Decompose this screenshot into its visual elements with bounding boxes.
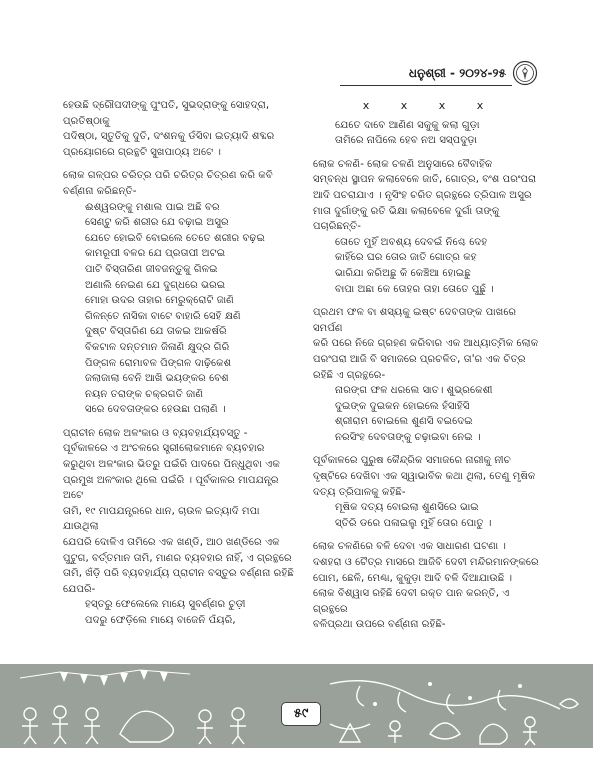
running-header [340,66,540,88]
paragraph-gap [63,160,295,168]
body-line: ପୂର୍ବକାଳରେ ପୁରୁଷ କୈନ୍ଦ୍ରିକ ସମାଜରେ ନାରୀକୁ ନୀଚ [313,455,511,467]
verse-line: ନୟନ ତରାଙ୍କ ଚକ୍ରଗତି ଜାଣି [85,388,204,400]
body-line: ହେଉଛି ଦ୍ରୌପଦୀଙ୍କୁ ପୁଂପତି, ସୁଭଦ୍ରାଙ୍କୁ ସୋହଦ୍ରା, ପ୍ରତିଷ୍ଠାକୁ [63,100,270,127]
verse-line: ଯେତେ ଦାବେ ଆଣିଣ ସକୁକୁ କଲା ଗୁଡ଼ା [335,119,480,131]
body-line: ସମ୍ବନ୍ଧ ସ୍ଥାପନ କଲାବେଳେ ଜାତି, ଗୋତ୍ର, ବଂଶ ପରଂପରା [313,174,537,186]
body-line: ଲୋକ ବିଶ୍ୱାସ ରହିଛି ଦେବୀ ରକ୍ତ ପାନ କରନ୍ତି, ଏ ଗ୍ରନ୍ଥରେ [313,588,510,615]
body-line: ପ୍ରମୁଖ ଅଳଂକାର ଥିଲେ ପଇଁରି । ପୂର୍ବକାଳର ମାପଯନ୍ତ୍ର ଅଟେ [63,474,279,502]
body-line: ପୋମ, ଛେଳି, ମେଣ୍ଢା, କୁକୁଡ଼ା ଆଦି ବଳି ଦିଆଯାଉଛି । [313,572,513,584]
body-line: ପ୍ରୟୋଗରେ ଗ୍ରନ୍ଥଟି ସୁଖପାଠ୍ୟ ଅଟେ । [63,146,221,158]
body-line: ଲୋକ ଚଳଣି- ଲୋକ ଚଳଣି ଅନୁସାରେ ବୈବାହିକ [313,158,493,170]
verse-line: ଈଶ୍ୱରଙ୍କୁ ମଶାଲ ପାଇ ଅଛି ବର [85,201,220,213]
body-line: କରୁଥିବା ଅଳଂକାର ଭିତରୁ ପଇଁରି ପାଦରେ ପିନ୍ଧୁଥିବା ଏକ [63,459,280,471]
body-line: ମାତା ଦୁର୍ଗାଙ୍କୁ ରତି ଭିକ୍ଷା କଲାବେଳେ ଦୁର୍ଗା ତାଙ୍କୁ ପଚାରିଛନ୍ତି- [313,205,500,233]
verse-line: ପଦରୁ ଫେଡ଼ିଲେ ମାୟେ ବାଜେନି ପଁୟରି, [85,615,236,626]
body-line: ପୂର୍ବକାଳରେ ଏ ଅଂଚଳରେ ସ୍ତ୍ରୀଲୋକମାନେ ବ୍ୟବହାର [63,443,265,455]
body-line: ବଳିପ୍ରଥା ଉପରେ ବର୍ଣ୍ଣନା ରହିଛି- [313,619,446,631]
body-line: ଲୋକ ଗଳ୍ପର ଚରିତ୍ର ପରି ଚରିତ୍ର ଚିତ୍ରଣ କରି କବି [63,170,273,182]
header-title: ଧନୁଶ୍ରୀ - ୨୦୨୪-୨୫ [408,66,506,80]
verse-line: ତାମିରେ ନାପିଲେ ହେବ ନଅ ସସ୍ପଦୁଡ଼ା [335,135,478,147]
section-separator: x x x x [362,99,498,112]
emblem-icon [512,60,538,86]
verse-line: ଭାରିଯା କରିଅଛୁ କି କେଞ୍ଚିଆ ହୋଇଛୁ [335,267,471,279]
left-column [63,98,295,629]
body-line: ପ୍ରଥମ ଫଳ ବା ଶସ୍ୟକୁ ଇଷ୍ଟ ଦେବତାଙ୍କ ପାଖରେ ସମର୍ପଣ [313,307,517,334]
verse-line: ପାଟି ବିସ୍ତାରିଣ ଜୀବଜନ୍ତୁକୁ ଗିଳଇ [85,263,218,275]
verse-line: ବାପା ଅଛା କେ ତୋହର ତାହା ତୋତେ ପୁଛୁଁ । [335,283,494,295]
verse-line: ଗିଳନ୍ତେ ନାସିକା ବାଟେ ବାହାରି ସେହି କ୍ଷଣି [85,310,241,322]
verse-line: ଅଣାଲି ନେଇଣ ଯେ ଦୁଗ୍ଧରେ ଭରଇ [85,279,226,291]
verse-line: ନରସିଂହ ଦେବତାଙ୍କୁ ଚଢ଼ାଇବା ନେଇ । [335,431,481,443]
body-line: ପୁଟୁଗ, ବର୍ତ୍ତମାନ ତାମି, ମାଣର ବ୍ୟବହାର ନାହିଁ, ଏ ଗ୍ରନ୍ଥରେ [63,552,292,564]
body-line: ଦଶହରା ଓ ଚୈତ୍ର ମାସରେ ଆଜିବି ଦେବୀ ମନ୍ଦିରମାନଙ୍କରେ [313,557,539,569]
paragraph-gap [63,418,295,426]
body-line: କରି ପରେ ନିଜେ ଗ୍ରହଣ କରିବାର ଏକ ଆଧ୍ୟାତ୍ମିକ ଲୋକ [313,338,539,350]
verse-line: ପିଙ୍ଗଳ ରୋମାବଳ ପିଙ୍ଗଳ ଦାଢ଼ିକେଶ [85,357,232,369]
body-line: ରହିଛି ଏ ଗ୍ରନ୍ଥରେ- [313,369,386,381]
verse-line: କାମରୂପୀ ବଳର ଯେ ପ୍ରତାପୀ ଅଟଇ [85,248,226,260]
page-number: ୫୯ [281,702,321,726]
verse-line: ବିକଟାଳ ଦନ୍ତମାନ ଜିଳାଣି କ୍ଷୁଦ୍ର ଗିରି [85,341,230,353]
verse-line: ହସ୍ତରୁ ଫେଲେଲେ ମାୟେ ସୁବର୍ଣ୍ଣର ଚୁଡ଼ୀ [85,599,246,611]
verse-line: ମୋହା ଉଦର ତାହାର ମେରୁକ୍ରୋଟି ଜାଣି [85,295,234,307]
body-line: ଯେପରି- [63,583,96,595]
verse-line: ଦୁଇଙ୍କ ଦୁଇକନ ହୋଇଲେ ହଁସାହିସି [335,400,470,412]
body-line: ତାମି, ୧୯ ମାପଯନ୍ତ୍ରରେ ଧାନ, ଚାଉଳ ଇତ୍ୟାଦି ମପା ଯାଉଥିଲା [63,505,260,533]
body-line: ପ୍ରାଚୀନ ଲୋକ ଅଳଂକାର ଓ ବ୍ୟବହାର୍ଯ୍ୟବସ୍ତୁ - [63,427,248,439]
verse-line: ଦୁଷ୍ଟ ବିସ୍ତାରିଣ ଯେ ତାକଇ ଆକର୍ଷରି [85,326,227,338]
verse-line: କାହିଁରେ ଘର ତୋର ଜାତି ଗୋତ୍ର କହ [335,252,477,264]
verse-line: ସରେ ଦେବତାଙ୍କର ହେଉଛା ପଲାଣି । [85,404,226,416]
body-line: ତାମି, ଖଁଡ଼ି ପରି ବ୍ୟବହାର୍ଯ୍ୟ ପ୍ରାଚୀନ ବସ୍ତୁର ବର୍ଣ୍ଣନା ରହିଛି [63,568,294,580]
paragraph-gap [313,445,547,453]
verse-line: ମୂଷିକ ଦତ୍ୟ ବୋଇଲା ଶୁଣସିରେ ଭାଇ [335,502,479,514]
body-line: ପଦିଷ୍ଠା, ସ୍ତୁତିକୁ ଦୁତି, ଦଂଶନକୁ ଡଁସିବା ଇତ୍ୟାଦି ଶବ୍ଦର [63,131,275,143]
right-column [313,98,547,633]
verse-line: ନାରଙ୍ଗ ଫଳ ଧରଲେ ସାତ। ଶୁଭ୍ରକେଶୀ [335,385,493,397]
body-line: ବର୍ଣ୍ଣନା କରିଛନ୍ତି- [63,185,137,197]
header-rule [340,85,512,86]
paragraph-gap [313,531,547,539]
body-line: ଆଦି ପଚରାଯାଏ । ନୃସିଂହ ଚରିତ ଗ୍ରନ୍ଥରେ ତ୍ରିପାଳ ଅସୁର [313,189,532,201]
paragraph-gap [313,149,547,157]
verse-line: ସେଣ୍ଟୁ କରି ଶରୀର ଯେ ବଢ଼ାଇ ଅସୁର [85,217,229,229]
verse-line: ଜଲାଜାଲା ବେନି ଆଖି ଭୟଙ୍କର ବେଶ [85,373,229,385]
verse-line: ଶ୍ରୀରାମ ବୋଇଲେ ଶୁଣସି ବଇଦେଇ [335,416,473,428]
verse-line: ସ୍ତିରି ଡରେ ପଳାଇଲୁ ମୁହିଁ ତୋର ପୋତୁ । [335,517,492,529]
body-line: ଲୋକ ଚଳଣିରେ ବଳି ଦେବା ଏକ ସାଧାରଣ ଘଟଣା । [313,541,507,553]
body-line: ଦୃଷ୍ଟିରେ ଦେଖିବା ଏକ ସ୍ୱାଭାବିକ କଥା ଥିଲା, ତେଣୁ ମୃଷିକ [313,471,536,483]
paragraph-gap [313,297,547,305]
verse-line: ତୋତେ ମୁହିଁ ଅବଶ୍ୟ ଦେବଇଁ ନିଶ୍ଚେ ଦେହ [335,236,488,248]
body-line: ଯେପରି ଦୋଳିଏ ତାମିରେ ଏକ ଖଣ୍ଡି, ଆଠ ଖଣ୍ଡିରେ ଏକ [63,537,280,549]
body-line: ପରଂପରା ଆଜି ବି ସମାଜରେ ପ୍ରଚଳିତ, ତା'ର ଏକ ଚିତ୍ର [313,353,526,365]
body-line: ଦତ୍ୟ ତ୍ରିପାଳକୁ କହିଛି- [313,486,406,498]
verse-line: ଯେତେ ହୋଇବି ବୋଇଲେ ତେତେ ଶରୀର ବଢ଼ଇ [85,232,265,244]
